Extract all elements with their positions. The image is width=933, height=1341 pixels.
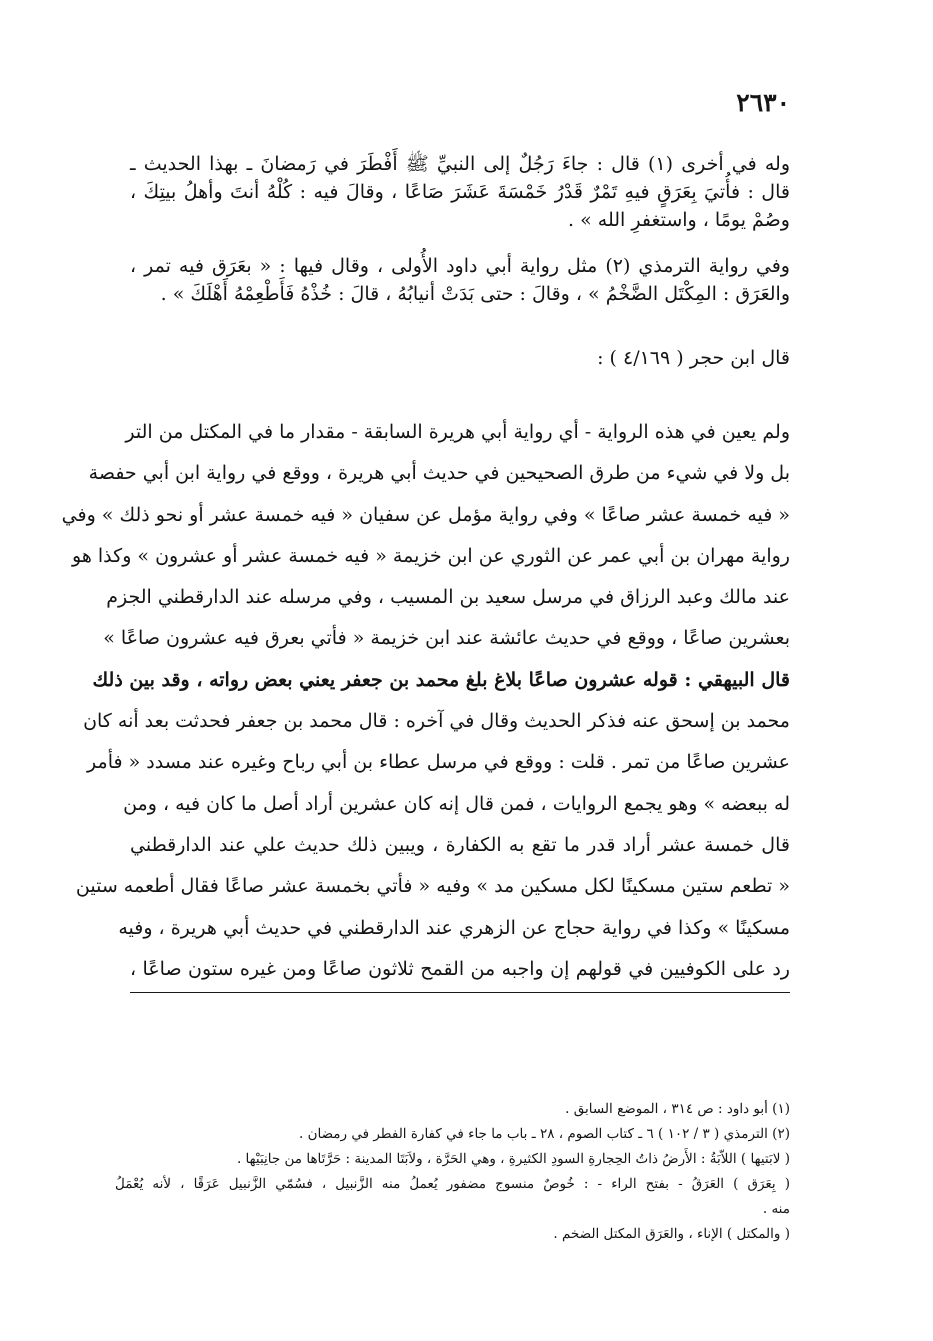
text-line: رد على الكوفيين في قولهم إن واجبه من القمح ثلاثون صاعًا ومن غيره ستون صاعًا ، bbox=[130, 949, 790, 993]
text-line: مسكينًا » وكذا في رواية حجاج عن الزهري عند الدارقطني في حديث أبي هريرة ، وفيه bbox=[118, 916, 790, 939]
text-line: وله في أخرى (١) قال : جاءَ رَجُلٌ إلى النبيِّ ﷺ أَفْطَرَ في رَمضانَ ـ بهذا الحديث ـ bbox=[130, 153, 790, 175]
text-line: « فيه خمسة عشر صاعًا » وفي رواية مؤمل عن سفيان « فيه خمسة عشر أو نحو ذلك » وفي bbox=[61, 503, 790, 526]
paragraph-ibn-hajar-commentary bbox=[61, 412, 790, 993]
text-line: رواية مهران بن أبي عمر عن الثوري عن ابن خزيمة « فيه خمسة عشر أو عشرون » وكذا هو bbox=[72, 544, 790, 567]
text-line: والعَرَق : المِكْتَل الضَّخْمُ » ، وقالَ : حتى بَدَتْ أنيابُهُ ، قالَ : خُذْهُ فَأَطْعِمْهُ أَهْلَكَ » . bbox=[160, 283, 790, 305]
gloss-miktal: ( والمكتل ) الإناء ، والعَرَق المكتل الضخم . bbox=[553, 1226, 790, 1242]
main-text bbox=[61, 150, 790, 1007]
text-line: قال خمسة عشر أراد قدر ما تقع به الكفارة ، ويبين ذلك حديث علي عند الدارقطني bbox=[130, 833, 790, 856]
text-line: وصُمْ يومًا ، واستغفرِ الله » . bbox=[568, 209, 790, 231]
gloss-araq: ( بِعَرَق ) العَرَقُ - بفتح الراء - : خُوصٌ منسوج مضفور يُعملُ منه الزَّنبيل ، فسُمّي الزَّنبيل عَرَقًا ، لأنه يُعْمَلُ bbox=[115, 1176, 790, 1192]
text-line: قال : فأُتيَ بِعَرَقٍ فيهِ تَمْرٌ قَدْرُ خَمْسَةَ عَشَرَ صَاعًا ، وقالَ فيه : كُلْهُ أنتَ وأهلُ بيتِكَ ، bbox=[130, 181, 790, 203]
page-number: ٢٦٣٠ bbox=[736, 88, 790, 117]
text-line: وفي رواية الترمذي (٢) مثل رواية أبي داود الأُولى ، وقال فيها : « بعَرَق فيه تمر ، bbox=[130, 255, 790, 277]
text-line: له ببعضه » وهو يجمع الروايات ، فمن قال إنه كان عشرين أراد أصل ما كان فيه ، ومن bbox=[123, 792, 790, 815]
section-heading: قال ابن حجر ( ٤/١٦٩ ) : bbox=[597, 347, 790, 369]
text-line: « تطعم ستين مسكينًا لكل مسكين مد » وفيه « فأتي بخمسة عشر صاعًا فقال أطعمه ستين bbox=[75, 875, 790, 898]
text-line: بل ولا في شيء من طرق الصحيحين في حديث أبي هريرة ، ووقع في رواية ابن أبي حفصة bbox=[88, 462, 790, 485]
text-line: بعشرين صاعًا ، ووقع في حديث عائشة عند ابن خزيمة « فأتي بعرق فيه عشرون صاعًا » bbox=[103, 627, 790, 650]
footnotes bbox=[115, 1097, 790, 1247]
footnote-divider bbox=[130, 1082, 790, 1083]
footnote-1: (١) أبو داود : ص ٣١٤ ، الموضع السابق . bbox=[565, 1101, 790, 1117]
text-line: ولم يعين في هذه الرواية - أي رواية أبي هريرة السابقة - مقدار ما في المكتل من التر bbox=[125, 421, 790, 443]
gloss-araq-continued: منه . bbox=[762, 1201, 790, 1217]
paragraph-ibn-hajar-heading bbox=[130, 344, 790, 372]
paragraph-hadith-abu-dawud bbox=[130, 150, 790, 234]
paragraph-tirmidhi bbox=[130, 252, 790, 308]
text-line: عشرين صاعًا من تمر . قلت : ووقع في مرسل عطاء بن أبي رباح وغيره عند مسدد « فأمر bbox=[87, 751, 790, 774]
text-line: محمد بن إسحق عنه فذكر الحديث وقال في آخره : قال محمد بن جعفر فحدثت بعد أنه كان bbox=[83, 710, 790, 733]
footnote-2: (٢) الترمذي ( ٣ / ١٠٢ ) ٦ ـ كتاب الصوم ، ٢٨ ـ باب ما جاء في كفارة الفطر في رمضان . bbox=[298, 1126, 790, 1142]
text-line: عند مالك وعبد الرزاق في مرسل سعيد بن المسيب ، وفي مرسله عند الدارقطني الجزم bbox=[106, 586, 790, 609]
text-line: قال البيهقي : قوله عشرون صاعًا بلاغ بلغ محمد بن جعفر يعني بعض رواته ، وقد بين ذلك bbox=[92, 668, 790, 691]
gloss-labatayha: ( لابَتيها ) اللاّبَةُ : الأَرضُ ذاتُ الحِجارةِ السودِ الكثيرةِ ، وهي الحَرَّة ، ولاَبَتَا المدينة : حَرَّتَاها من جانِبَيْها . bbox=[236, 1151, 790, 1167]
